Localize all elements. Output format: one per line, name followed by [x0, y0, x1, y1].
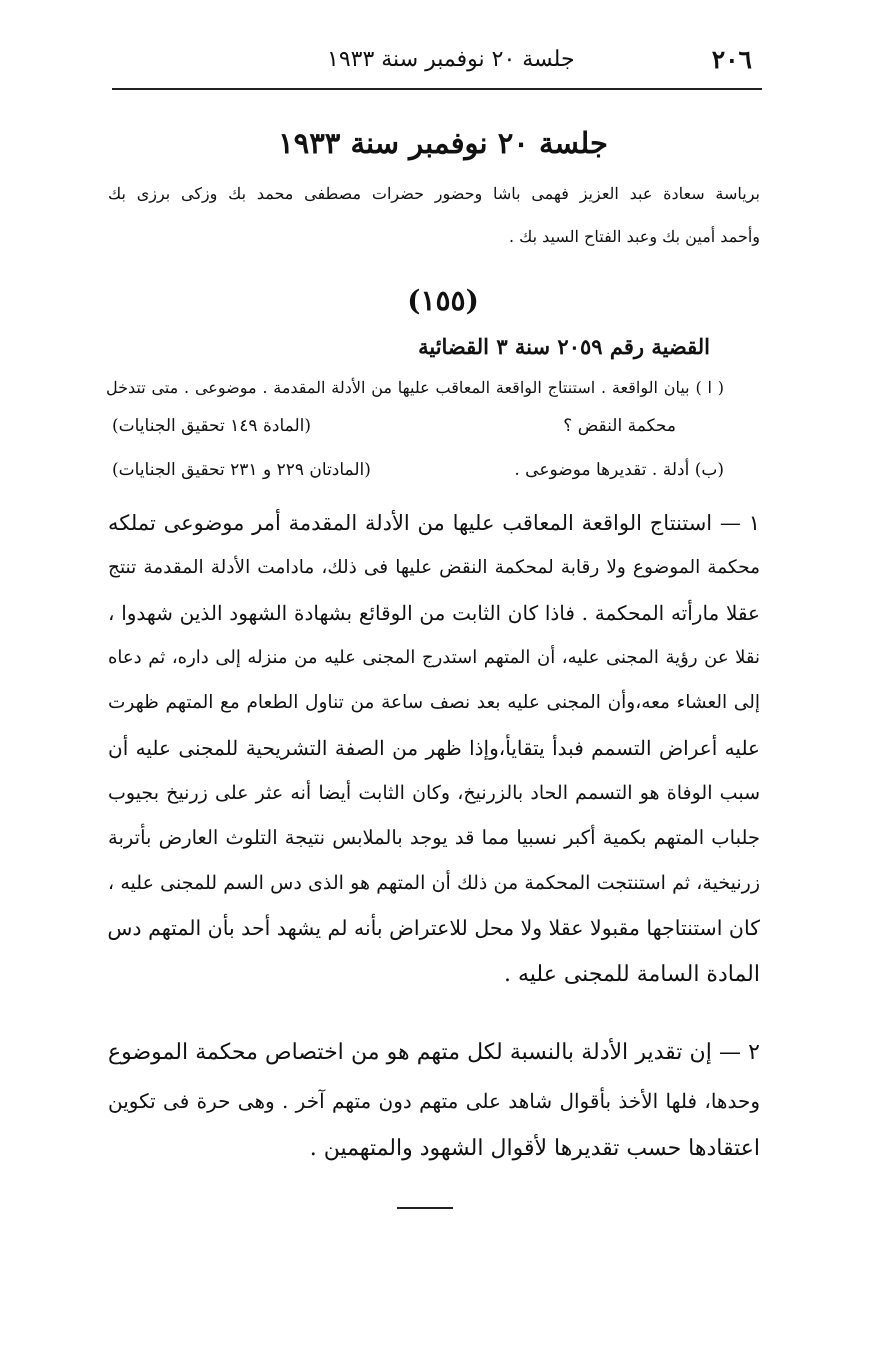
- paragraph-line: عقلا مارأته المحكمة . فاذا كان الثابت من الوقائع بشهادة الشهود الذين شهدوا ،: [108, 601, 760, 625]
- header-rule: [112, 88, 762, 90]
- paragraph-line: المادة السامة للمجنى عليه .: [504, 962, 760, 987]
- headnote-b-line-1: (ب) أدلة . تقديرها موضوعى .: [514, 460, 724, 480]
- headnote-a-reference: (المادة ١٤٩ تحقيق الجنايات): [112, 416, 311, 436]
- paragraph-line: اعتقادها حسب تقديرها لأقوال الشهود والمتهمين .: [309, 1136, 760, 1161]
- page-number: ٢٠٦: [711, 45, 752, 74]
- session-title: جلسة ٢٠ نوفمبر سنة ١٩٣٣: [278, 126, 608, 160]
- paragraph-line: إلى العشاء معه،وأن المجنى عليه بعد نصف ساعة من تناول الطعام مع المتهم ظهرت: [108, 692, 760, 713]
- presidency-line-1: برياسة سعادة عبد العزيز فهمى باشا وحضور حضرات مصطفى محمد بك وزكى برزى بك: [108, 184, 760, 203]
- running-title: جلسة ٢٠ نوفمبر سنة ١٩٣٣: [327, 47, 575, 72]
- case-reference: القضية رقم ٢٠٥٩ سنة ٣ القضائية: [418, 334, 710, 359]
- end-rule: [397, 1207, 453, 1209]
- paragraph-line: زرنيخية، ثم استنتجت المحكمة من ذلك أن المتهم هو الذى دس السم للمجنى عليه ،: [108, 872, 760, 894]
- headnote-a-line-2: محكمة النقض ؟: [563, 416, 676, 436]
- paragraph-line: وحدها، فلها الأخذ بأقوال شاهد على متهم دون متهم آخر . وهى حرة فى تكوين: [108, 1089, 760, 1113]
- case-number: (١٥٥): [407, 284, 479, 317]
- paragraph-line: جلباب المتهم بكمية أكبر نسبيا مما قد يوجد بالملابس نتيجة التلوث العارض بأتربة: [108, 826, 760, 849]
- paragraph-line: نقلا عن رؤية المجنى عليه، أن المتهم استدرج المجنى عليه من منزله إلى داره، ثم دعاه: [108, 647, 760, 668]
- paragraph-line: كان استنتاجها مقبولا عقلا ولا محل للاعتراض بأنه لم يشهد أحد بأن المتهم دس: [107, 916, 760, 940]
- presidency-line-2: وأحمد أمين بك وعبد الفتاح السيد بك .: [508, 227, 760, 246]
- running-header: [112, 44, 762, 76]
- paragraph-line: سبب الوفاة هو التسمم الحاد بالزرنيخ، وكان الثابت أيضا أنه عثر على زرنيخ بجيوب: [108, 782, 760, 804]
- headnote-b-reference: (المادتان ٢٢٩ و ٢٣١ تحقيق الجنايات): [112, 460, 371, 480]
- paragraph-line: عليه أعراض التسمم فبدأ يتقايأ،وإذا ظهر من الصفة التشريحية للمجنى عليه أن: [108, 736, 760, 760]
- paragraph-line: ١ — استنتاج الواقعة المعاقب عليها من الأدلة المقدمة أمر موضوعى تملكه: [108, 511, 760, 535]
- paragraph-line: ٢ — إن تقدير الأدلة بالنسبة لكل متهم هو من اختصاص محكمة الموضوع: [108, 1040, 760, 1065]
- paragraph-line: محكمة الموضوع ولا رقابة لمحكمة النقض عليها فى ذلك، مادامت الأدلة المقدمة تنتج: [108, 557, 760, 578]
- headnote-a-line-1: ( ا ) بيان الواقعة . استنتاج الواقعة المعاقب عليها من الأدلة المقدمة . موضوعى . متى تتدخل: [106, 378, 724, 397]
